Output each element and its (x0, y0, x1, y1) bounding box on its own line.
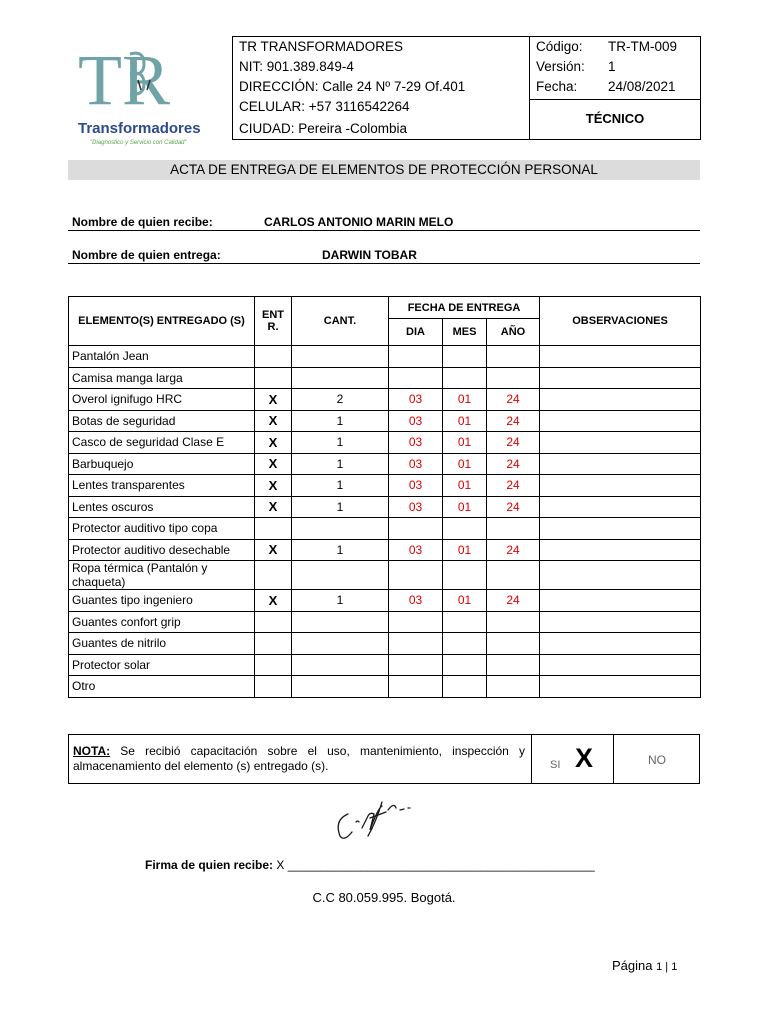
cell-month (443, 654, 487, 676)
cell-observations (540, 654, 701, 676)
cell-month (443, 367, 487, 389)
cell-item-name: Casco de seguridad Clase E (69, 432, 255, 454)
logo-brand: Transformadores (78, 120, 201, 137)
cell-day (389, 676, 443, 698)
cell-year (487, 633, 540, 655)
receiver-name: CARLOS ANTONIO MARIN MELO (264, 215, 454, 229)
cell-day (389, 518, 443, 540)
cell-observations (540, 410, 701, 432)
cell-observations (540, 389, 701, 411)
receiver-row (68, 212, 700, 231)
deliverer-row (68, 245, 700, 264)
cell-day: 03 (389, 539, 443, 561)
cell-day: 03 (389, 453, 443, 475)
cell-observations (540, 346, 701, 368)
signature-underline: X ______________________________________________ (273, 858, 595, 872)
table-row (69, 410, 701, 432)
cell-month (443, 633, 487, 655)
cell-month (443, 611, 487, 633)
cell-quantity: 1 (292, 539, 389, 561)
cell-delivered-mark (255, 676, 292, 698)
cell-observations (540, 453, 701, 475)
page-label: Página (612, 958, 657, 973)
company-nit: NIT: 901.389.849-4 (239, 59, 354, 74)
cell-item-name: Barbuquejo (69, 453, 255, 475)
yes-label: SI (550, 759, 561, 771)
cell-quantity: 1 (292, 590, 389, 612)
cell-month: 01 (443, 453, 487, 475)
table-row (69, 561, 701, 590)
deliverer-name: DARWIN TOBAR (322, 248, 417, 262)
cell-item-name: Protector auditivo desechable (69, 539, 255, 561)
cell-observations (540, 432, 701, 454)
header-day: DIA (389, 319, 443, 346)
cell-delivered-mark (255, 611, 292, 633)
cell-delivered-mark: X (255, 389, 292, 411)
cell-item-name: Lentes transparentes (69, 475, 255, 497)
table-row (69, 453, 701, 475)
ppe-table (68, 296, 701, 698)
cell-quantity (292, 346, 389, 368)
cell-month: 01 (443, 590, 487, 612)
cell-year: 24 (487, 590, 540, 612)
cell-item-name: Botas de seguridad (69, 410, 255, 432)
date-value: 24/08/2021 (608, 79, 676, 94)
cell-year (487, 367, 540, 389)
date-label: Fecha: (536, 79, 578, 94)
cell-item-name: Protector auditivo tipo copa (69, 518, 255, 540)
cell-item-name: Protector solar (69, 654, 255, 676)
cell-observations (540, 518, 701, 540)
document-code-box (529, 36, 701, 140)
cell-month: 01 (443, 475, 487, 497)
cell-item-name: Guantes de nitrilo (69, 633, 255, 655)
cell-item-name: Lentes oscuros (69, 496, 255, 518)
cell-quantity: 1 (292, 432, 389, 454)
cell-item-name: Overol ignifugo HRC (69, 389, 255, 411)
cell-day: 03 (389, 475, 443, 497)
cell-year (487, 518, 540, 540)
company-address: DIRECCIÓN: Calle 24 Nº 7-29 Of.401 (239, 79, 466, 94)
cell-delivered-mark: X (255, 432, 292, 454)
cell-quantity: 1 (292, 475, 389, 497)
page-total: 1 (671, 961, 678, 973)
cell-day: 03 (389, 410, 443, 432)
cell-delivered-mark: X (255, 539, 292, 561)
cell-quantity: 1 (292, 410, 389, 432)
cell-item-name: Otro (69, 676, 255, 698)
cell-quantity: 1 (292, 453, 389, 475)
table-row (69, 432, 701, 454)
id-document-line: C.C 80.059.995. Bogotá. (312, 890, 456, 905)
cell-month: 01 (443, 539, 487, 561)
cell-day (389, 633, 443, 655)
cell-item-name: Camisa manga larga (69, 367, 255, 389)
cell-month (443, 676, 487, 698)
cell-day (389, 654, 443, 676)
document-title: ACTA DE ENTREGA DE ELEMENTOS DE PROTECCIÓN PERSONAL (68, 160, 700, 180)
cell-observations (540, 676, 701, 698)
cell-year: 24 (487, 432, 540, 454)
table-row (69, 633, 701, 655)
logo-tagline: "Diagnostico y Servicio con Calidad" (90, 140, 187, 146)
receiver-label: Nombre de quien recibe: (72, 215, 213, 229)
table-row (69, 346, 701, 368)
cell-delivered-mark: X (255, 590, 292, 612)
no-cell (613, 735, 700, 783)
cell-month: 01 (443, 389, 487, 411)
cell-year: 24 (487, 410, 540, 432)
table-row (69, 654, 701, 676)
cell-delivered-mark: X (255, 453, 292, 475)
code-row (530, 39, 700, 59)
cell-item-name: Guantes tipo ingeniero (69, 590, 255, 612)
page-current: 1 (656, 961, 663, 973)
signature-line (145, 858, 595, 872)
cell-day (389, 346, 443, 368)
cell-item-name: Ropa térmica (Pantalón y chaqueta) (69, 561, 255, 590)
cell-observations (540, 496, 701, 518)
code-value: TR-TM-009 (608, 39, 678, 54)
header-observations: OBSERVACIONES (540, 297, 701, 346)
table-row (69, 518, 701, 540)
code-label: Código: (536, 39, 583, 54)
note-box (68, 734, 700, 784)
table-row (69, 539, 701, 561)
table-row (69, 367, 701, 389)
cell-quantity (292, 561, 389, 590)
company-name: TR TRANSFORMADORES (239, 39, 404, 54)
table-row (69, 496, 701, 518)
cell-year: 24 (487, 453, 540, 475)
cell-quantity: 2 (292, 389, 389, 411)
table-row (69, 590, 701, 612)
version-value: 1 (608, 59, 616, 74)
divider (530, 99, 700, 100)
no-label: NO (648, 753, 666, 767)
header-qty: CANT. (292, 297, 389, 346)
header-delivered: ENT R. (255, 297, 292, 346)
cell-month: 01 (443, 410, 487, 432)
cell-quantity (292, 654, 389, 676)
cell-year (487, 676, 540, 698)
cell-day (389, 611, 443, 633)
header-year: AÑO (487, 319, 540, 346)
yes-mark: X (575, 743, 594, 773)
cell-day (389, 561, 443, 590)
table-row (69, 676, 701, 698)
role-label: TÉCNICO (585, 111, 645, 126)
ppe-table-body (69, 346, 701, 698)
cell-delivered-mark (255, 518, 292, 540)
cell-month (443, 346, 487, 368)
cell-day: 03 (389, 389, 443, 411)
cell-year: 24 (487, 389, 540, 411)
cell-quantity (292, 518, 389, 540)
date-row (530, 79, 700, 99)
cell-quantity (292, 676, 389, 698)
cell-month: 01 (443, 432, 487, 454)
cell-year (487, 654, 540, 676)
cell-item-name: Pantalón Jean (69, 346, 255, 368)
cell-month (443, 518, 487, 540)
cell-day: 03 (389, 432, 443, 454)
header-date: FECHA DE ENTREGA (389, 297, 540, 319)
company-phone: CELULAR: +57 3116542264 (239, 99, 410, 114)
cell-observations (540, 367, 701, 389)
cell-observations (540, 611, 701, 633)
table-row (69, 611, 701, 633)
cell-delivered-mark (255, 633, 292, 655)
cell-year (487, 561, 540, 590)
cell-day: 03 (389, 590, 443, 612)
note-text-block (73, 744, 525, 774)
cell-delivered-mark: X (255, 410, 292, 432)
cell-item-name: Guantes confort grip (69, 611, 255, 633)
company-city: CIUDAD: Pereira -Colombia (239, 121, 408, 136)
cell-year (487, 611, 540, 633)
cell-quantity (292, 633, 389, 655)
cell-quantity (292, 611, 389, 633)
cell-observations (540, 590, 701, 612)
cell-month: 01 (443, 496, 487, 518)
cell-delivered-mark (255, 654, 292, 676)
cell-year: 24 (487, 539, 540, 561)
cell-delivered-mark: X (255, 475, 292, 497)
cell-year: 24 (487, 496, 540, 518)
signature-label: Firma de quien recibe: (145, 858, 274, 872)
version-label: Versión: (536, 59, 585, 74)
cell-delivered-mark (255, 367, 292, 389)
note-label: NOTA: (73, 744, 111, 758)
header-month: MES (443, 319, 487, 346)
cell-delivered-mark (255, 346, 292, 368)
page-separator: | (662, 961, 672, 973)
cell-observations (540, 539, 701, 561)
cell-delivered-mark (255, 561, 292, 590)
cell-day (389, 367, 443, 389)
header-element: ELEMENTO(S) ENTREGADO (S) (69, 297, 255, 346)
cell-quantity (292, 367, 389, 389)
company-logo (78, 40, 228, 150)
cell-observations (540, 561, 701, 590)
deliverer-label: Nombre de quien entrega: (72, 248, 221, 262)
logo-letter-t: TR (78, 40, 171, 120)
table-row (69, 389, 701, 411)
handwritten-signature (330, 792, 430, 844)
cell-observations (540, 633, 701, 655)
note-text: Se recibió capacitación sobre el uso, mantenimiento, inspección y almacenamiento del elemento (s) entregado (s). (73, 744, 525, 773)
cell-delivered-mark: X (255, 496, 292, 518)
cell-quantity: 1 (292, 496, 389, 518)
company-info-box (232, 36, 530, 140)
cell-day: 03 (389, 496, 443, 518)
cell-observations (540, 475, 701, 497)
version-row (530, 59, 700, 79)
page-number (612, 958, 677, 973)
cell-year (487, 346, 540, 368)
cell-month (443, 561, 487, 590)
cell-year: 24 (487, 475, 540, 497)
table-row (69, 475, 701, 497)
